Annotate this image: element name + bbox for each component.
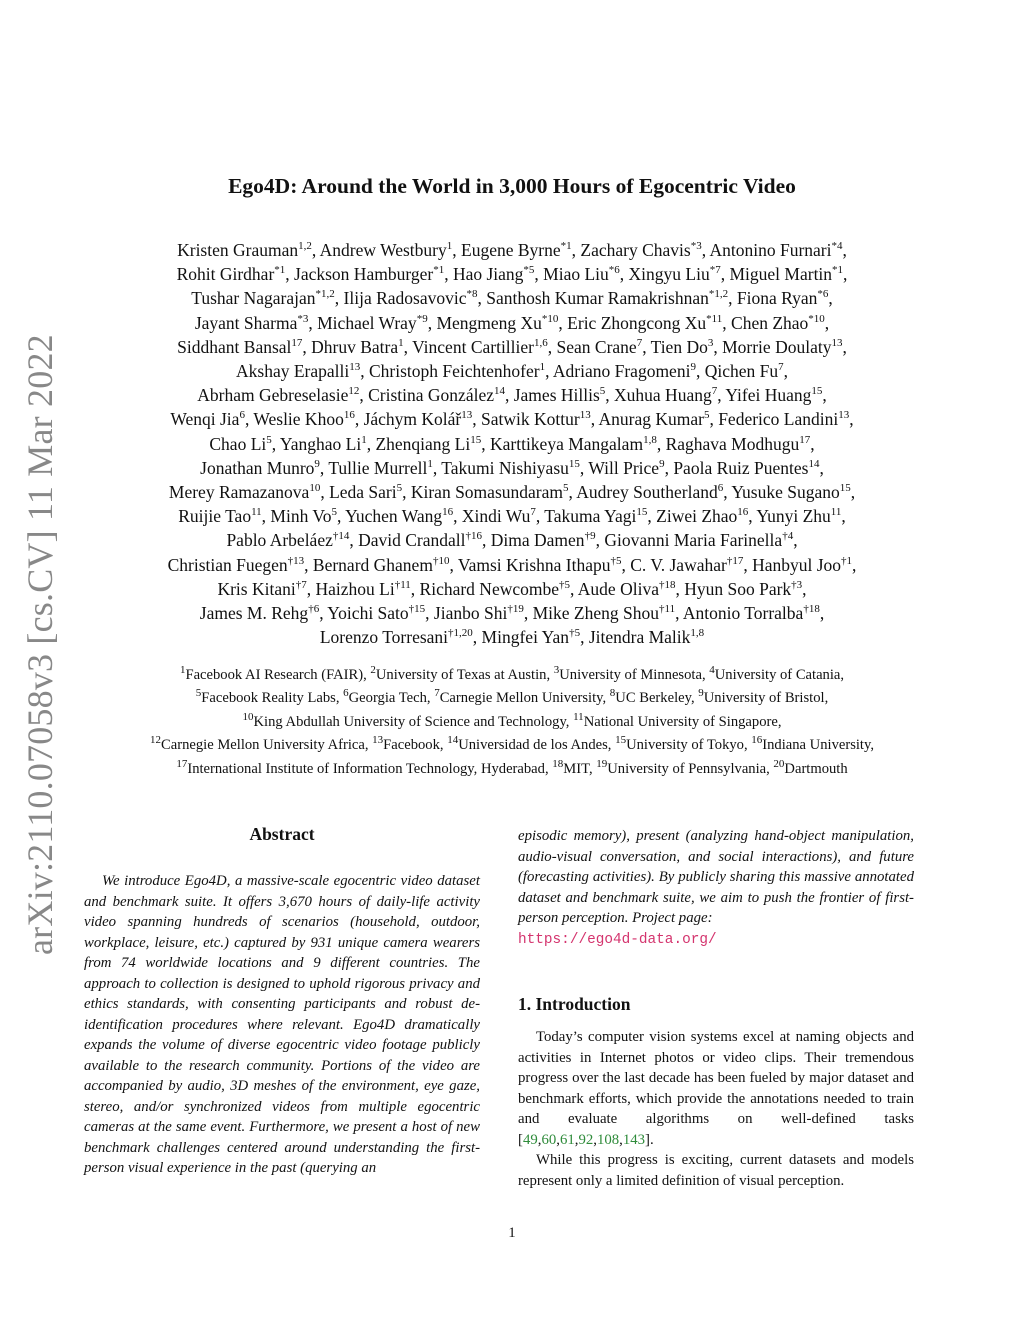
author-name: James M. Rehg [199,603,309,624]
author-name: Karttikeya Mangalam [489,433,644,454]
author-affiliation-marker: †9 [584,530,596,543]
author-affiliation-marker: 5 [703,409,710,422]
author-name: Jackson Hamburger [294,264,434,285]
author-name: Michael Wray [317,312,417,333]
author-name: Chen Zhao [731,312,809,333]
author-line: James M. Rehg$^{\dagger 6}$, Yoichi Sato$^{\dagger 15}$, Jianbo Shi$^{\dagger 19}$, Mike Zheng Shou$^{\dagger 11}$, Antonio Torralba$^{\dagger 18}$, [199,603,825,624]
author-name: Antonino Furnari [709,240,832,260]
author-affiliation-marker: 15 [470,433,482,446]
citation-list: 49,60,61,92,108,143 [522,1131,646,1148]
affiliation-number: 1 [179,664,186,677]
affiliation-number: 5 [195,687,202,700]
author-name: Jonathan Munro [200,457,315,478]
introduction-heading: 1. Introduction [518,994,631,1014]
author-name: Jayant Sharma [194,312,298,333]
introduction-paragraph-1-text: Today’s computer vision systems excel at naming objects and activities in Internet photos or video clips. Their tremendous progress over the last decade has been fueled by major dataset and benchmark efforts, which provide the annotations needed to train and evaluate algorithms on well-defined tasks [518,1029,914,1127]
author-line: Siddhant Bansal$^{17}$, Dhruv Batra$^1$, Vincent Cartillier$^{1,6}$, Sean Crane$^7$, Tien Do$^3$, Morrie Doulaty$^{13}$, [177,336,847,357]
author-affiliation-marker: *5 [523,264,535,277]
author-affiliation-marker: 14 [808,458,820,470]
author-name: Abrham Gebreselasie [197,385,349,406]
author-affiliation-marker: 1,8 [643,433,657,446]
author-affiliation-marker: 6 [239,409,245,422]
author-name: Yusuke Sugano [731,482,840,503]
affiliation-number: 8 [609,687,616,700]
author-name: Santhosh Kumar Ramakrishnan [486,288,709,309]
author-name: Weslie Khoo [253,409,344,430]
author-name: Miguel Martin [729,264,833,285]
citation-link[interactable]: 92 [578,1131,594,1148]
author-name: Haizhou Li [315,578,395,599]
author-affiliation-marker: 1,2 [298,240,312,253]
author-name: Akshay Erapalli [236,361,350,382]
author-line: Jonathan Munro$^9$, Tullie Murrell$^1$, Takumi Nishiyasu$^{15}$, Will Price$^9$, Paola Ruiz Puentes$^{14}$, [200,457,824,478]
affiliation-number: 14 [447,734,459,747]
affiliation-name: Facebook [383,737,440,754]
author-name: Lorenzo Torresani [319,627,449,648]
affiliation-name: MIT [563,760,589,777]
page-number: 1 [508,1225,516,1241]
author-affiliation-marker: 1 [446,240,453,253]
affiliation-name: Carnegie Mellon University [439,690,603,707]
author-name: Satwik Kottur [481,409,580,430]
affiliation-number: 16 [751,734,763,747]
author-affiliation-marker: †4 [782,530,794,543]
author-name: Zhenqiang Li [375,433,471,454]
author-affiliation-marker: †6 [308,603,320,616]
affiliation-list [70,664,954,781]
author-name: Merey Ramazanova [168,482,310,503]
author-affiliation-marker: *9 [416,312,428,325]
author-name: Vamsi Krishna Ithapu [457,554,611,575]
citation-link[interactable]: 49 [522,1131,538,1148]
author-name: Yanghao Li [279,433,362,454]
author-affiliation-marker: 7 [711,385,718,398]
author-name: Will Price [588,457,660,478]
author-affiliation-marker: †17 [726,554,744,567]
author-affiliation-marker: 16 [737,506,749,519]
abstract-body: We introduce Ego4D, a massive-scale egocentric video dataset and benchmark suite. It offers 3,670 hours of daily-life activity video spanning hundreds of scenarios (household, outdoor, workplace, leisure, etc.) captured by 931 unique camera wearers from 74 worldwide locations and 9 different countries. The approach to collection is designed to uphold rigorous privacy and ethics standards, with consenting participants and robust de-identification procedures where relevant. Ego4D dramatically expands the volume of diverse egocentric video footage publicly available to the research community. Portions of the video are accompanied by audio, 3D meshes of the environment, eye gaze, stereo, and/or synchronized videos from multiple egocentric cameras at the same event. Furthermore, we present a host of new benchmark challenges centered around understanding the first-person visual experience in the past (querying an [84,873,480,1176]
author-affiliation-marker: †1 [841,554,853,567]
affiliation-name: King Abdullah University of Science and Technology [253,713,566,730]
author-name: Vincent Cartillier [412,336,534,357]
author-affiliation-marker: †1,20 [448,627,473,640]
author-affiliation-marker: 11 [830,506,842,519]
affiliation-name: Dartmouth [784,760,848,777]
author-name: Yifei Huang [725,385,812,406]
affiliation-number: 3 [553,664,560,677]
affiliation-name: University of Pennsylvania [607,760,767,777]
author-name: Xingyu Liu [628,264,710,285]
author-list [90,238,934,649]
abstract-heading: Abstract [249,824,315,844]
introduction-paragraph-2: While this progress is exciting, current datasets and models represent only a limited definition of visual perception. [518,1152,914,1189]
author-name: Zachary Chavis [580,240,691,260]
right-column [518,826,914,1191]
author-name: Antonio Torralba [682,603,804,624]
author-affiliation-marker: *1 [560,240,572,253]
author-affiliation-marker: 1 [427,458,433,470]
author-affiliation-marker: 1 [361,433,367,446]
author-name: Minh Vo [270,506,332,527]
author-affiliation-marker: 17 [291,336,303,349]
author-name: Kiran Somasundaram [410,482,563,503]
author-name: Siddhant Bansal [177,336,292,357]
author-line: Chao Li$^5$, Yanghao Li$^1$, Zhenqiang Li$^{15}$, Karttikeya Mangalam$^{1,8}$, Raghava Modhugu$^{17}$, [209,433,815,454]
author-name: C. V. Jawahar [630,554,727,575]
author-affiliation-marker: 9 [659,458,665,470]
affiliation-number: 19 [596,757,608,770]
author-name: Kris Kitani [217,578,296,599]
affiliation-name: Facebook AI Research (FAIR) [185,667,364,683]
affiliation-name: Carnegie Mellon University Africa [161,737,365,754]
citation-link[interactable]: 60 [541,1131,557,1148]
author-affiliation-marker: 9 [690,361,696,374]
affiliation-name: UC Berkeley [615,690,691,707]
author-name: Yunyi Zhu [756,506,831,527]
author-affiliation-marker: 15 [839,482,851,495]
author-name: Wenqi Jia [170,409,240,430]
author-name: Andrew Westbury [319,240,447,260]
affiliation-number: 10 [242,710,254,723]
affiliation-number: 13 [372,734,384,747]
author-name: Tushar Nagarajan [191,288,316,309]
author-name: Christoph Feichtenhofer [369,361,540,382]
author-affiliation-marker: *6 [817,288,829,301]
author-affiliation-marker: 5 [599,385,606,398]
affiliation-name: Georgia Tech [348,690,427,707]
affiliation-name: University of Minnesota [559,667,702,683]
affiliation-name: University of Catania [714,667,841,683]
author-affiliation-marker: *1,2 [708,288,729,301]
author-name: Ziwei Zhao [656,506,738,527]
citation-link[interactable]: 143 [622,1131,646,1148]
author-name: Eugene Byrne [461,240,561,260]
author-name: Christian Fuegen [167,554,288,575]
author-affiliation-marker: 12 [348,385,360,398]
author-name: Mengmeng Xu [436,312,542,333]
author-line: Christian Fuegen$^{\dagger 13}$, Bernard Ghanem$^{\dagger 10}$, Vamsi Krishna Ithapu$^{\dagger 5}$, C. V. Jawahar$^{\dagger 17}$, Hanbyul Joo$^{\dagger 1}$, [167,554,857,575]
author-name: Jáchym Kolář [363,409,462,430]
author-name: Raghava Modhugu [665,433,800,454]
author-name: Hao Jiang [452,264,524,285]
affiliation-number: 18 [552,757,564,770]
author-name: Yoichi Sato [327,603,409,624]
author-name: Bernard Ghanem [312,554,433,575]
author-affiliation-marker: 13 [579,409,591,422]
author-name: Takumi Nishiyasu [441,457,569,478]
author-line: Wenqi Jia$^6$, Weslie Khoo$^{16}$, Jáchym Kolář$^{13}$, Satwik Kottur$^{13}$, Anurag Kumar$^5$, Federico Landini$^{13}$, [170,409,854,430]
affiliation-name: Facebook Reality Labs [201,690,336,707]
author-affiliation-marker: 7 [636,336,643,349]
author-affiliation-marker: 1 [398,336,404,349]
author-affiliation-marker: *4 [831,240,843,253]
author-affiliation-marker: †16 [465,530,483,543]
affiliation-name: Indiana University [762,737,871,754]
left-column [84,824,480,1179]
affiliation-line: $^5$Facebook Reality Labs, $^6$Georgia Tech, $^7$Carnegie Mellon University, $^8$UC Berkeley, $^9$University of Bristol, [195,687,829,707]
affiliation-number: 17 [176,757,188,770]
author-affiliation-marker: †19 [507,603,524,616]
author-name: Pablo Arbeláez [226,530,333,551]
author-affiliation-marker: 5 [331,506,338,519]
author-name: Mike Zheng Shou [532,603,659,624]
author-name: Giovanni Maria Farinella [604,530,783,551]
affiliation-number: 7 [434,687,440,700]
author-name: Chao Li [209,433,267,454]
author-affiliation-marker: 15 [568,458,580,470]
author-name: Hyun Soo Park [684,578,792,599]
author-name: Audrey Southerland [576,482,718,503]
author-affiliation-marker: 15 [636,506,648,519]
author-name: Rohit Girdhar [176,264,275,285]
author-affiliation-marker: †5 [569,627,581,640]
author-line: Akshay Erapalli$^{13}$, Christoph Feichtenhofer$^1$, Adriano Fragomeni$^9$, Qichen Fu$^7$, [236,361,788,382]
author-affiliation-marker: *10 [808,312,825,325]
affiliation-number: 11 [573,710,584,723]
author-name: Tullie Murrell [328,457,428,478]
author-name: Xindi Wu [461,506,531,527]
author-name: Adriano Fragomeni [552,361,691,382]
affiliation-line: $^{17}$International Institute of Information Technology, Hyderabad, $^{18}$MIT, $^{19}$University of Pennsylvania, $^{20}$Dartmouth [176,757,848,777]
author-affiliation-marker: 1,6 [534,336,548,349]
author-name: Tien Do [650,336,708,357]
author-affiliation-marker: 17 [799,433,811,446]
affiliation-line: $^{10}$King Abdullah University of Science and Technology, $^{11}$National University of Singapore, [242,710,782,730]
author-name: Dima Damen [490,530,585,551]
author-line: Merey Ramazanova$^{10}$, Leda Sari$^5$, Kiran Somasundaram$^5$, Audrey Southerland$^6$, Yusuke Sugano$^{15}$, [168,482,856,503]
author-line: Abrham Gebreselasie$^{12}$, Cristina González$^{14}$, James Hillis$^5$, Xuhua Huang$^7$, Yifei Huang$^{15}$, [197,385,827,406]
author-affiliation-marker: 13 [461,409,473,422]
author-affiliation-marker: †5 [610,554,622,567]
author-name: Sean Crane [556,336,637,357]
affiliation-line: $^{12}$Carnegie Mellon University Africa, $^{13}$Facebook, $^{14}$Universidad de los Andes, $^{15}$University of Tokyo, $^{16}$Indiana University, [150,734,874,754]
author-affiliation-marker: *1 [433,264,445,277]
author-affiliation-marker: 11 [251,506,262,519]
author-line: Tushar Nagarajan$^{*1,2}$, Ilija Radosavovic$^{*8}$, Santhosh Kumar Ramakrishnan$^{*1,2}$, Fiona Ryan$^{*6}$, [191,288,833,309]
author-affiliation-marker: 16 [343,409,355,422]
arxiv-sidebar [8,334,72,955]
affiliation-number: 20 [773,757,785,770]
author-name: Jianbo Shi [433,603,508,624]
author-affiliation-marker: †10 [432,554,450,567]
introduction-paragraph-1: Today’s computer vision systems excel at naming objects and activities in Internet photos or video clips. Their tremendous progress over the last decade has been fueled by major dataset and benchmark efforts, which provide the annotations needed to train and evaluate algorithms on well-defined tasks [49,60,61,92,108,143]. [518,1029,914,1148]
author-affiliation-marker: †18 [658,579,676,592]
abstract-continuation-text: episodic memory), present (analyzing hand-object manipulation, audio-visual conversation, and social interactions), and future (forecasting activities). By publicly sharing this massive annotated dataset and benchmark suite, we aim to push the frontier of first-person perception. Project page: [518,828,914,926]
author-name: Miao Liu [543,264,609,285]
author-affiliation-marker: 6 [717,482,724,495]
citation-link[interactable]: 61 [559,1131,575,1148]
affiliation-number: 6 [343,687,349,700]
author-affiliation-marker: *8 [466,288,478,301]
author-affiliation-marker: 15 [811,385,823,398]
author-line: Lorenzo Torresani$^{\dagger 1,20}$, Mingfei Yan$^{\dagger 5}$, Jitendra Malik$^{1,8}$ [319,627,705,648]
author-affiliation-marker: 16 [442,506,454,519]
author-line: Rohit Girdhar$^{*1}$, Jackson Hamburger$^{*1}$, Hao Jiang$^{*5}$, Miao Liu$^{*6}$, Xingyu Liu$^{*7}$, Miguel Martin$^{*1}$, [176,264,848,285]
author-name: David Crandall [358,530,466,551]
author-affiliation-marker: 14 [493,385,505,398]
author-affiliation-marker: *3 [690,240,702,253]
author-line: Pablo Arbeláez$^{\dagger 14}$, David Crandall$^{\dagger 16}$, Dima Damen$^{\dagger 9}$, Giovanni Maria Farinella$^{\dagger 4}$, [226,530,798,551]
citation-link[interactable]: 108 [596,1131,620,1148]
author-name: Mingfei Yan [481,627,570,648]
affiliation-number: 4 [709,664,715,677]
affiliation-name: International Institute of Information Technology, Hyderabad [187,760,545,777]
author-line: Kristen Grauman$^{1,2}$, Andrew Westbury$^1$, Eugene Byrne$^{*1}$, Zachary Chavis$^{*3}$, Antonino Furnari$^{*4}$, [177,240,847,260]
author-name: Anurag Kumar [598,409,704,430]
paper-title: Ego4D: Around the World in 3,000 Hours of Egocentric Video [228,174,796,198]
author-name: Dhruv Batra [311,336,399,357]
author-affiliation-marker: 1 [539,361,546,374]
author-name: Jitendra Malik [588,627,691,648]
author-affiliation-marker: 5 [396,482,403,495]
author-affiliation-marker: 5 [266,433,272,446]
author-affiliation-marker: *1,2 [315,288,335,301]
author-affiliation-marker: *7 [709,264,721,277]
author-name: Ilija Radosavovic [343,288,467,309]
author-affiliation-marker: *6 [608,264,620,277]
affiliation-number: 9 [698,687,704,700]
author-name: Leda Sari [329,482,397,503]
author-name: Federico Landini [718,409,839,430]
author-name: Cristina González [368,385,494,406]
author-affiliation-marker: 3 [707,336,714,349]
author-affiliation-marker: †11 [394,579,411,592]
affiliation-name: National University of Singapore [583,713,778,730]
affiliation-number: 2 [370,664,376,677]
author-name: Eric Zhongcong Xu [567,312,707,333]
author-name: Takuma Yagi [544,506,637,527]
author-name: Xuhua Huang [614,385,712,406]
author-affiliation-marker: *3 [297,312,309,325]
author-affiliation-marker: *1 [274,264,286,277]
author-name: Qichen Fu [704,361,779,382]
abstract-continuation [518,826,914,950]
project-page-link[interactable]: https://ego4d-data.org/ [518,931,717,948]
author-affiliation-marker: 13 [831,336,843,349]
author-affiliation-marker: 13 [838,409,850,422]
author-line: Kris Kitani$^{\dagger 7}$, Haizhou Li$^{\dagger 11}$, Richard Newcombe$^{\dagger 5}$, Aude Oliva$^{\dagger 18}$, Hyun Soo Park$^{\dagger 3}$, [217,578,807,599]
affiliation-name: University of Texas at Austin [375,667,547,683]
author-affiliation-marker: *1 [832,264,844,277]
author-affiliation-marker: *10 [541,312,559,325]
author-name: Morrie Doulaty [722,336,832,357]
author-affiliation-marker: 9 [314,458,320,470]
affiliation-number: 12 [150,734,161,747]
arxiv-identifier: arXiv:2110.07058v3 [cs.CV] 11 Mar 2022 [20,334,60,955]
author-affiliation-marker: †15 [408,603,426,616]
author-name: Hanbyul Joo [752,554,842,575]
author-affiliation-marker: †13 [287,554,305,567]
author-affiliation-marker: 1,8 [690,627,705,640]
author-affiliation-marker: †3 [791,579,803,592]
author-name: Yuchen Wang [345,506,443,527]
affiliation-name: University of Bristol [703,690,825,707]
author-name: Ruijie Tao [178,506,252,527]
author-affiliation-marker: 5 [562,482,569,495]
affiliation-name: University of Tokyo [626,737,744,754]
author-affiliation-marker: 7 [530,506,536,519]
author-affiliation-marker: 13 [349,361,361,374]
author-name: Aude Oliva [577,578,659,599]
author-line: Jayant Sharma$^{*3}$, Michael Wray$^{*9}$, Mengmeng Xu$^{*10}$, Eric Zhongcong Xu$^{*11}$, Chen Zhao$^{*10}$, [194,312,830,333]
affiliation-name: Universidad de los Andes [458,737,608,754]
affiliation-line: $^1$Facebook AI Research (FAIR), $^2$University of Texas at Austin, $^3$University of Minnesota, $^4$University of Catania, [179,664,845,683]
author-line: Ruijie Tao$^{11}$, Minh Vo$^5$, Yuchen Wang$^{16}$, Xindi Wu$^7$, Takuma Yagi$^{15}$, Ziwei Zhao$^{16}$, Yunyi Zhu$^{11}$, [178,506,846,527]
author-affiliation-marker: †14 [332,530,350,543]
author-affiliation-marker: †18 [803,603,820,616]
author-affiliation-marker: †7 [295,579,307,592]
author-name: Richard Newcombe [419,578,559,599]
author-affiliation-marker: †5 [559,579,570,592]
author-affiliation-marker: 10 [309,482,321,495]
author-name: Kristen Grauman [177,240,299,260]
affiliation-number: 15 [615,734,627,747]
author-name: James Hillis [513,385,600,406]
author-name: Fiona Ryan [736,288,818,309]
author-name: Paola Ruiz Puentes [673,457,809,478]
author-affiliation-marker: †11 [658,603,676,616]
author-affiliation-marker: *11 [706,312,723,325]
author-affiliation-marker: 7 [778,361,784,374]
